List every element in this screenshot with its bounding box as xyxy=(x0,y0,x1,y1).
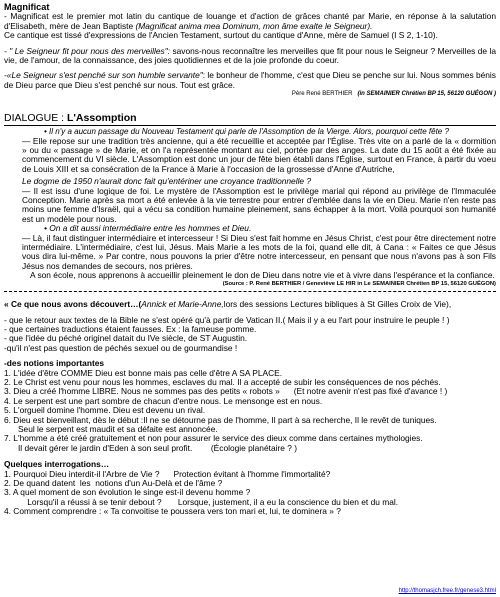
magnificat-source: (in SEMAINIER Chrétien BP 15, 56120 GUÉGON ) xyxy=(357,91,496,98)
magnificat-p3-italic: - " Le Seigneur fit pour nous des merveilles": xyxy=(4,45,171,56)
magnificat-paragraph-4 xyxy=(4,71,496,90)
magnificat-paragraph-1 xyxy=(4,12,496,31)
notion-item: 5. L'orgueil domine l'homme. Dieu est devenu un rival. xyxy=(4,405,206,416)
dialogue-title xyxy=(4,113,496,125)
question-item: 3. A quel moment de son évolution le singe est-il devenu homme ? xyxy=(4,487,251,498)
notion-item: 4. Le serpent est une part sombre de chacun d'entre nous. Le mensonge est en nous. xyxy=(4,395,323,406)
dialogue-title-prefix: DIALOGUE : xyxy=(4,111,68,124)
notion-item: 1. L'idée d'être COMME Dieu est bonne mais pas celle d'être A SA PLACE. xyxy=(4,367,283,378)
dialogue-answer-2: — Il est issu d'une logique de foi. Le mystère de l'Assomption est le privilège marial qui répond au privilège de l'Immaculée Conception. Marie après sa mort a été enlevée à la vie terrestre pour entrer d'emblée dans la vie en Dieu. Marie n'en reste pas moins une femme d'Israël, qui a vécu sa condition humaine pleinement, sans échapper à la mort. Voilà pourquoi son humanité est un modèle pour nous. xyxy=(22,185,496,224)
discovery-heading xyxy=(4,300,496,309)
notions-heading: -des notions importantes xyxy=(4,358,105,369)
discovery-item: - que l'idée du péché originel datait du IVe siècle, de ST Augustin. xyxy=(4,333,248,344)
discovery-heading-bold: « Ce que nous avons découvert…( xyxy=(4,299,142,310)
magnificat-signature: Père René BERTHIER xyxy=(291,91,353,98)
magnificat-p1-italic: (Magnificat anima mea Dominum, mon âme exalte le Seigneur). xyxy=(135,20,373,31)
magnificat-paragraph-2: Ce cantique est tissé d'expressions de l'Ancien Testament, surtout du cantique d'Anne, mère de Samuel (I S 2, 1-10). xyxy=(4,30,438,41)
footer-url-link[interactable]: http://thomasjch.free.fr/genese3.html xyxy=(398,588,496,595)
question-item: 1. Pourquoi Dieu interdit-il l'Arbre de Vie ? Protection évitant à l'homme l'immortalité? xyxy=(4,468,331,479)
dialogue-question-2: Le dogme de 1950 n'aurait donc fait qu'entériner une croyance traditionnelle ? xyxy=(22,176,312,187)
magnificat-p4-text: : le bonheur de l'homme, c'est que Dieu se penche sur lui. Nous sommes bénis de Dieu parce que Dieu s'est penché sur nous. Tout est grâce. xyxy=(4,70,496,90)
dialogue-q3-text: On a dit aussi intermédiaire entre les hommes et Dieu. xyxy=(49,223,252,234)
dialogue-bottom-rule xyxy=(4,291,496,292)
page xyxy=(4,2,496,517)
magnificat-p1-text: - Magnificat est le premier mot latin du cantique de louange et d'action de grâces chanté par Marie, en réponse à la salutation d'Elisabeth, mère de Jean Baptiste xyxy=(4,11,496,31)
notion-item: 2. Le Christ est venu pour nous les hommes, esclaves du mal. Il a accepté de subir les conséquences de nos péchés. xyxy=(4,376,441,387)
dialogue-q1-text: Il n'y a aucun passage du Nouveau Testament qui parle de l'Assomption de la Vierge. Alors, pourquoi cette fête ? xyxy=(49,126,449,136)
dialogue-answer-4: A son école, nous apprenons à accueillir pleinement le don de Dieu dans notre vie et à vivre dans l'espérance et la confiance. xyxy=(30,270,495,281)
magnificat-p4-italic: -«Le Seigneur s'est penché sur son humble servante" xyxy=(4,70,203,81)
section-title-magnificat: Magnificat xyxy=(4,2,50,12)
discovery-item: - que le retour aux textes de la Bible ne s'est opéré qu'à partir de Vatican II.( Mais il y a eu l'art pour instruire le peuple ! ) xyxy=(4,314,450,325)
notion-item: 7. L'homme a été créé gratuitement et non pour assurer le service des dieux comme dans certaines mythologies. xyxy=(4,433,423,444)
notion-item: Seul le serpent est maudit et sa défaite est annoncée. xyxy=(4,424,218,435)
dialogue-question-3: • On a dit aussi intermédiaire entre les hommes et Dieu. xyxy=(44,223,252,234)
discovery-item: - que certaines traductions étaient fausses. Ex : la fameuse pomme. xyxy=(4,323,257,334)
dialogue-answer-1: — Elle repose sur une tradition très ancienne, qui a été recueillie et acceptée par l'Église. Très vite on a parlé de la « dormition » ou du « passage » de Marie, et on l'a représentée montant au ciel, portée par des anges. La date du 15 août a été fixée au commencement du VI siècle. L'Assomption est donc un jour de fête bien établi dans l'Église, surtout en France, à partir du voeu de Louis XIII et sa consécration de la France à Marie à l'occasion de la grossesse d'Anne d'Autriche, xyxy=(22,135,496,174)
dialogue-question-1: • Il n'y a aucun passage du Nouveau Testament qui parle de l'Assomption de la Vierge. Alors, pourquoi cette fête ? xyxy=(44,126,449,136)
question-item xyxy=(4,507,496,516)
discovery-heading-rest: lors des sessions Lectures bibliques à St Gilles Croix de Vie), xyxy=(223,299,452,310)
notion-item: 6. Dieu est bienveillant, dès le début :Il ne se détourne pas de l'homme, Il part à sa recherche, Il le revêt de tuniques. xyxy=(4,414,437,425)
notion-item: 3. Dieu a créé l'homme LIBRE. Nous ne sommes pas des petits « robots » (Et notre avenir n'est pas fixé d'avance ! ) xyxy=(4,386,448,397)
magnificat-credit xyxy=(4,91,496,98)
discovery-item: -qu'il n'est pas question de péchés sexuel ou de gourmandise ! xyxy=(4,342,238,353)
notion-item: Il devait gérer le jardin d'Eden à son seul profit. (Écologie planétaire ? ) xyxy=(4,442,298,453)
question-item: Lorsqu'il a réussi à se tenir debout ? Lorsque, justement, il a eu la conscience du bien et du mal. xyxy=(4,496,399,507)
magnificat-paragraph-3 xyxy=(4,47,496,66)
dialogue-title-main: L'Assomption xyxy=(67,111,137,124)
discovery-heading-names: Annick et Marie-Anne, xyxy=(141,299,224,310)
question-item: 2. De quand datent les notions d'un Au-Delà et de l'âme ? xyxy=(4,478,223,489)
dialogue-answer-3: — Là, il faut distinguer intermédiaire et intercesseur ! Si Dieu s'est fait homme en Jésus Christ, c'est pour être directement notre intermédiaire. L'intermédiaire, c'est lui, Jésus. Mais Marie a les mots de la foi, quand elle dit, à Cana : « Faites ce que Jésus vous dira lui-même. » Par contre, nous pouvons la prier d'être notre intercesseur, en pensant que nous n'avons pas à son Fils Jésus nos demandes de secours, nos prières. xyxy=(22,232,496,271)
questions-heading: Quelques interrogations… xyxy=(4,459,110,470)
dialogue-rule xyxy=(4,125,496,126)
question-item-4-text: 4. Comment comprendre : « Ta convoitise te poussera vers ton mari et, lui, te dominera » ? xyxy=(4,506,341,517)
dialogue-source: (Source : P. René BERTHIER / Geneviève LE HIR in Le SEMAINIER Chrétien BP 15, 56120 GUÉGON) xyxy=(222,280,496,287)
magnificat-p3-text: savons-nous reconnaître les merveilles que fit pour nous le Seigneur ? Merveilles de la vie, de l'amour, de la connaissance, des joies quotidiennes et de la joie profonde du coeur. xyxy=(4,45,496,65)
